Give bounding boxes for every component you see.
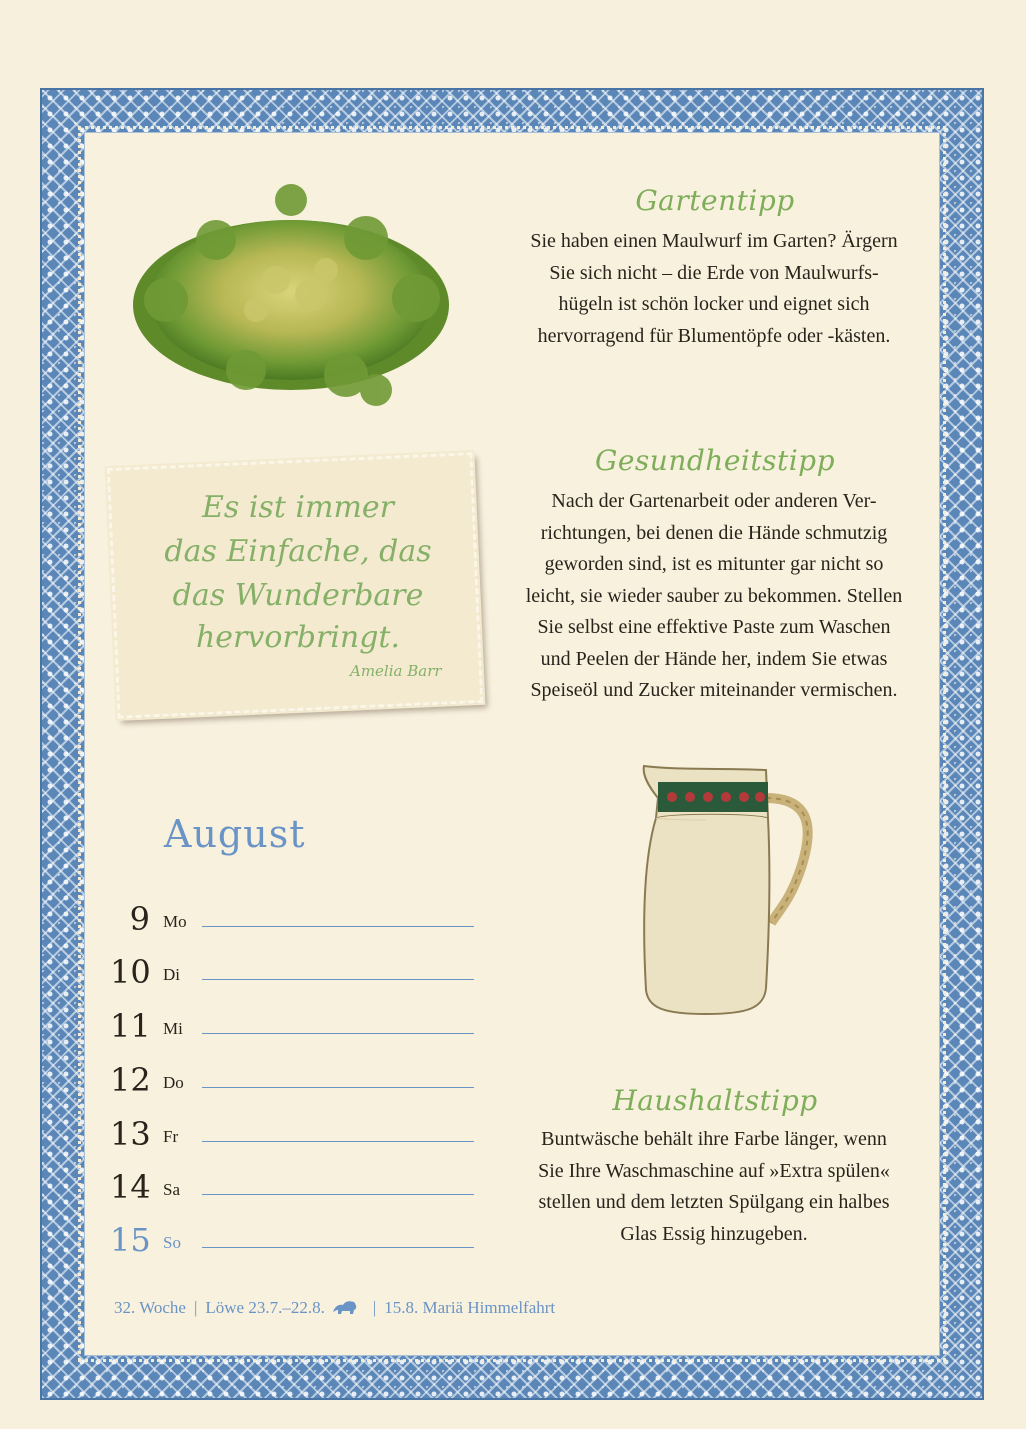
zodiac-text: Löwe 23.7.–22.8. [205, 1298, 325, 1317]
footer-info [114, 1298, 555, 1318]
day-row-monday [110, 900, 474, 940]
day-name: So [163, 1233, 181, 1252]
quote-line: Es ist immer [202, 490, 394, 525]
day-name: Fr [163, 1127, 179, 1146]
text-line: Buntwäsche behält ihre Farbe länger, wenn [541, 1128, 887, 1150]
day-row-wednesday [110, 1007, 474, 1047]
day-number: 10 [110, 953, 151, 991]
day-entry-line[interactable] [202, 1247, 474, 1248]
text-line: Glas Essig hinzugeben. [620, 1222, 808, 1245]
text-line: Sie haben einen Maulwurf im Garten? Ärgern [530, 230, 898, 252]
day-entry-line[interactable] [202, 1087, 474, 1088]
day-number: 11 [110, 1007, 151, 1045]
day-number: 9 [129, 900, 150, 938]
health-tip-text [494, 486, 934, 707]
text-line: geworden sind, ist es mitunter gar nicht so [544, 553, 884, 575]
jug-illustration [636, 758, 816, 1020]
day-number: 13 [110, 1115, 151, 1153]
lion-icon [331, 1298, 359, 1316]
text-line: richtungen, bei denen die Hände schmutzig [540, 521, 888, 544]
quote-line: das Einfache, das [164, 534, 432, 569]
text-line: hügeln ist schön locker und eignet sich [558, 293, 870, 315]
day-entry-line[interactable] [202, 1194, 474, 1195]
day-name: Mo [163, 912, 187, 931]
day-name: Mi [163, 1019, 183, 1038]
household-tip-heading: Haushaltstipp [612, 1084, 818, 1117]
day-row-sunday [110, 1221, 474, 1261]
day-entry-line[interactable] [202, 926, 474, 927]
holiday-text: 15.8. Mariä Himmelfahrt [384, 1298, 556, 1317]
garden-tip-heading: Gartentipp [635, 184, 795, 217]
quote-line: das Wunderbare [172, 578, 424, 613]
text-line: hervorragend für Blumentöpfe oder -kästen. [537, 324, 891, 347]
text-line: leicht, sie wieder sauber zu bekommen. Stellen [525, 584, 903, 607]
day-entry-line[interactable] [202, 1141, 474, 1142]
lettuce-illustration [126, 180, 456, 412]
text-line: stellen und dem letzten Spülgang ein halbes [538, 1191, 890, 1213]
quote-line: hervorbringt. [195, 620, 401, 655]
day-entry-line[interactable] [202, 1033, 474, 1034]
day-row-friday [110, 1115, 474, 1155]
day-number: 12 [110, 1061, 151, 1099]
day-row-saturday [110, 1168, 474, 1208]
text-line: Sie selbst eine effektive Paste zum Waschen [537, 616, 891, 638]
week-number: 32. Woche [114, 1298, 186, 1317]
day-name: Di [163, 965, 180, 984]
separator: | [372, 1298, 377, 1317]
household-tip-text [494, 1124, 934, 1250]
day-name: Do [163, 1073, 184, 1092]
text-line: Nach der Gartenarbeit oder anderen Ver- [551, 490, 877, 512]
health-tip-heading: Gesundheitstipp [594, 444, 836, 477]
garden-tip-text [494, 226, 934, 352]
day-row-tuesday [110, 953, 474, 993]
day-number: 15 [110, 1221, 151, 1259]
day-number: 14 [110, 1168, 151, 1206]
text-line: und Peelen der Hände her, indem Sie etwas [540, 647, 888, 670]
day-row-thursday [110, 1061, 474, 1101]
separator: | [193, 1298, 198, 1317]
month-title: August [164, 812, 306, 856]
text-line: Speiseöl und Zucker miteinander vermischen. [530, 679, 898, 701]
day-entry-line[interactable] [202, 979, 474, 980]
quote-author: Amelia Barr [350, 662, 442, 680]
day-name: Sa [163, 1180, 180, 1199]
text-line: Sie Ihre Waschmaschine auf »Extra spülen« [538, 1159, 890, 1182]
text-line: Sie sich nicht – die Erde von Maulwurfs- [549, 261, 879, 284]
